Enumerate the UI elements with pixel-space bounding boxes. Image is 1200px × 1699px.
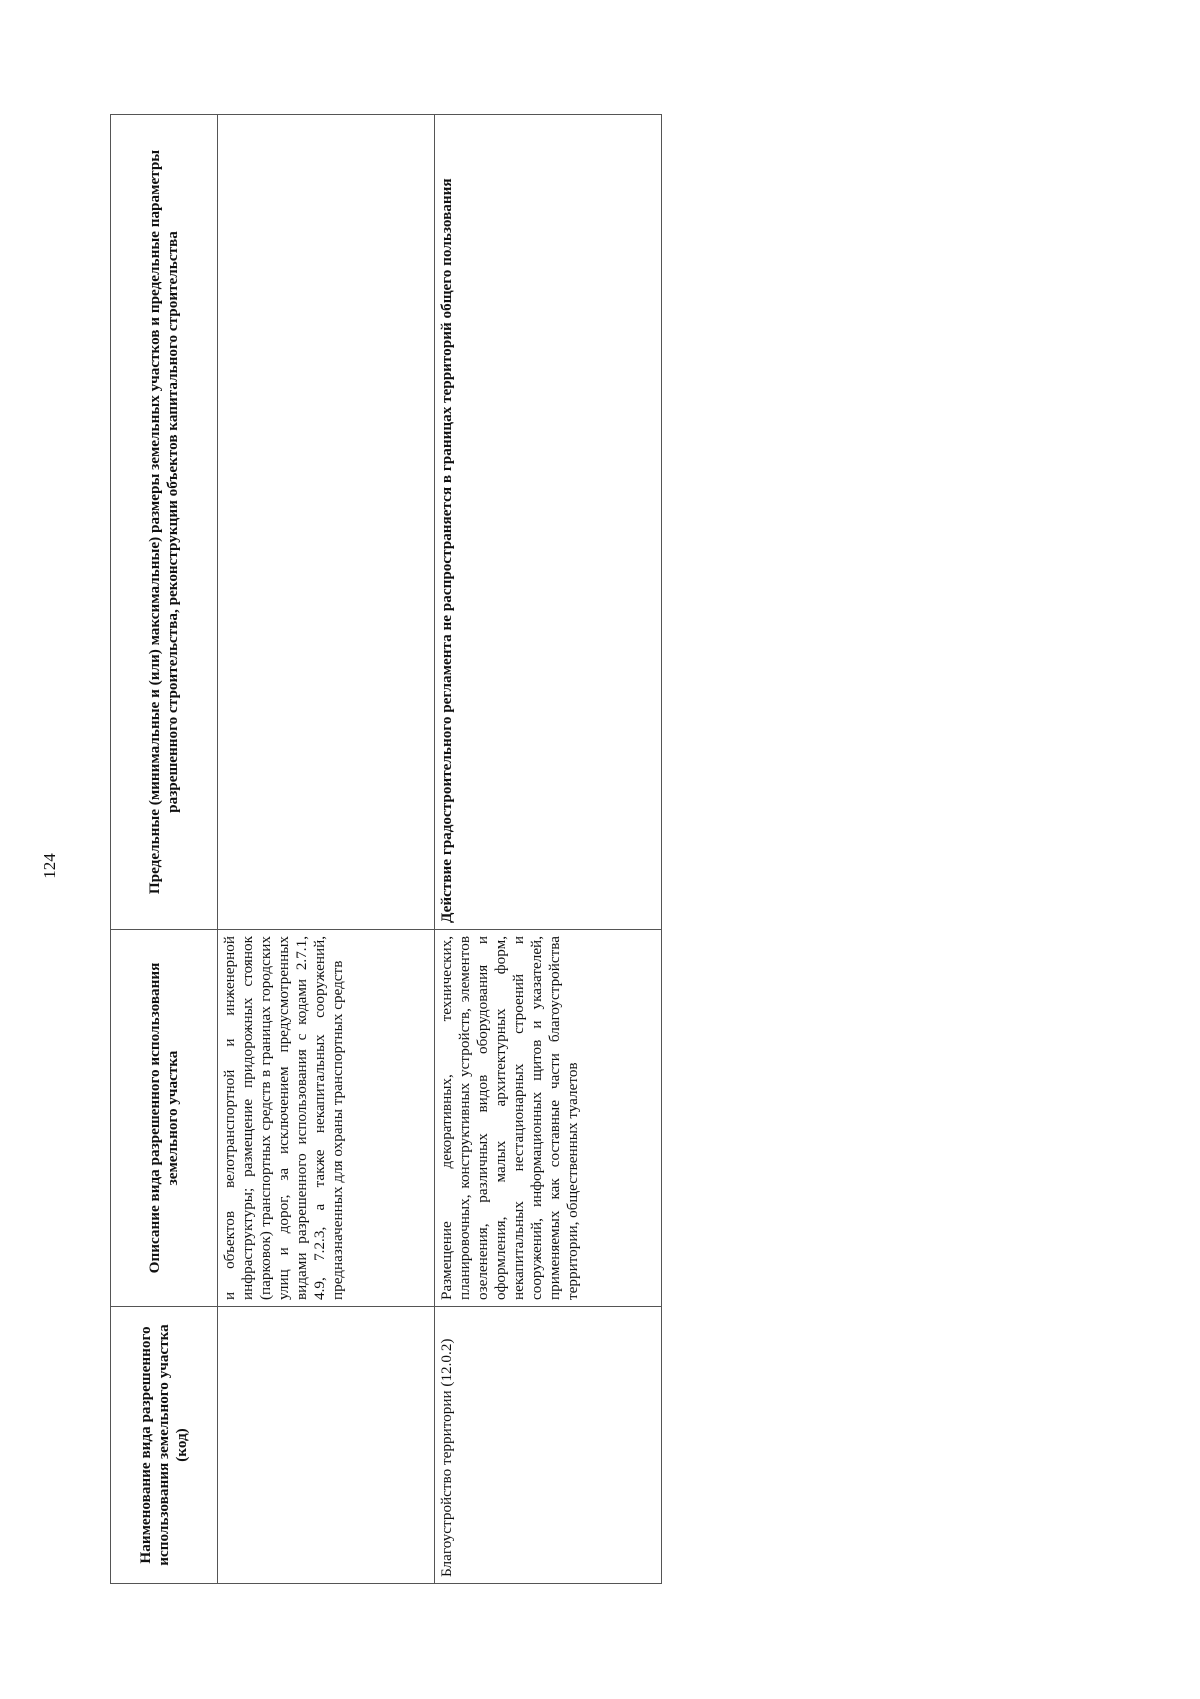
cell-name — [218, 1307, 435, 1584]
table-row — [218, 115, 435, 1584]
regulation-table — [110, 114, 662, 1584]
header-name: Наименование вида разрешенного использования земельного участка (код) — [111, 1307, 218, 1584]
cell-name: Благоустройство территории (12.0.2) — [435, 1307, 662, 1584]
header-description: Описание вида разрешенного использования земельного участка — [111, 930, 218, 1307]
table-header-row — [111, 115, 218, 1584]
page-number: 124 — [40, 853, 59, 879]
header-parameters: Предельные (минимальные и (или) максимальные) размеры земельных участков и предельные параметры разрешенного строительства, реконструкции объектов капитального строительства — [111, 115, 218, 930]
table-row — [435, 115, 662, 1584]
cell-description: и объектов велотранспортной и инженерной инфраструктуры; размещение придорожных стоянок (парковок) транспортных средств в границах городских улиц и дорог, за исключением предусмотренных видами разрешенного использования с кодами 2.7.1, 4.9, 7.2.3, а также некапитальных сооружений, предназначенных для охраны транспортных средств — [218, 930, 435, 1307]
cell-parameters: Действие градостроительного регламента не распространяется в границах территорий общего пользования — [435, 115, 662, 930]
cell-description: Размещение декоративных, технических, планировочных, конструктивных устройств, элементов озеленения, различных видов оборудования и оформления, малых архитектурных форм, некапитальных нестационарных строений и сооружений, информационных щитов и указателей, применяемых как составные части благоустройства территории, общественных туалетов — [435, 930, 662, 1307]
cell-parameters — [218, 115, 435, 930]
